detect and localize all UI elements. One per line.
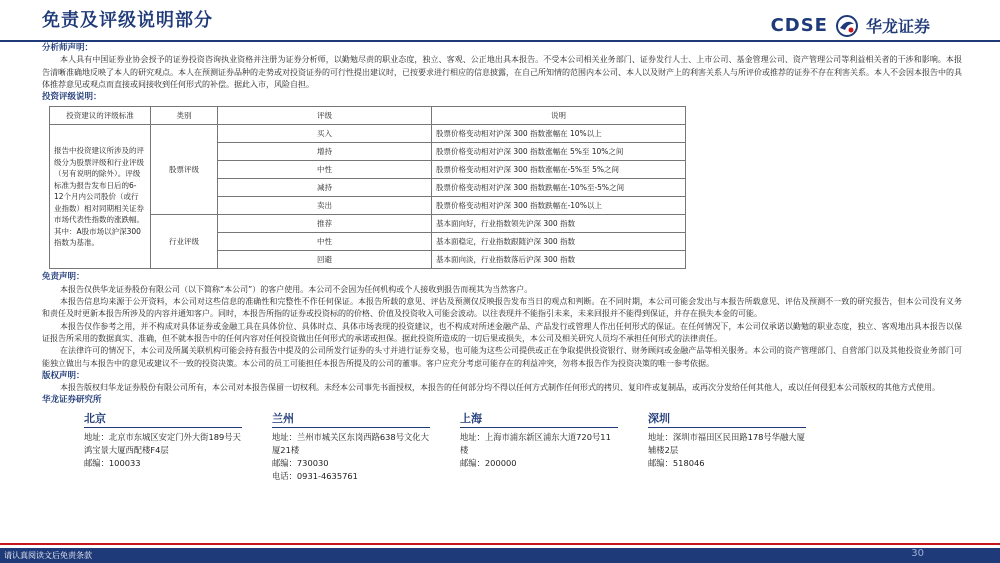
office-address: 地址：兰州市城关区东岗西路638号文化大厦21楼 [272, 432, 429, 456]
office-lanzhou [272, 413, 430, 483]
col-header-standard: 投资建议的评级标准 [50, 107, 151, 125]
office-address: 地址：深圳市福田区民田路178号华融大厦辅楼2层 [648, 432, 805, 456]
office-city: 深圳 [648, 413, 806, 428]
office-city: 北京 [84, 413, 242, 428]
industry-category-cell: 行业评级 [151, 215, 218, 269]
desc-cell: 基本面向淡，行业指数落后沪深 300 指数 [432, 251, 686, 269]
grade-cell: 减持 [218, 179, 432, 197]
office-address: 地址：上海市浦东新区浦东大道720号11楼 [460, 432, 611, 456]
main-content [42, 42, 962, 483]
desc-cell: 股票价格变动相对沪深 300 指数涨幅在-5%至 5%之间 [432, 161, 686, 179]
footer-accent-line [0, 543, 1000, 545]
disclaimer-paragraph: 在法律许可的情况下，本公司及所属关联机构可能会持有报告中提及的公司所发行证券的头寸并进行证券交易，也可能为这些公司提供或正在争取提供投资银行、财务顾问或金融产品等相关服务。本公司的资产管理部门、自营部门以及其他投资业务部门可能独立做出与本报告中的意见或建议不一致的投资决策。本公司的员工可能担任本报告所提及的公司的董事。客户应充分考虑可能存在的利益冲突，勿将本报告作为投资决策的唯一参考依据。 [42, 346, 962, 368]
office-city: 兰州 [272, 413, 430, 428]
grade-cell: 卖出 [218, 197, 432, 215]
disclaimer-paragraph: 本报告仅作参考之用，并不构成对具体证券或金融工具在具体价位、具体时点、具体市场表现的投资建议，也不构成对所述金融产品、产品发行或管理人作出任何形式的保证。在任何情况下，本公司仅承诺以勤勉的职业态度，独立、客观地出具本报告以保证报告所采用的数据真实、准确，但不就本报告中的任何内容对任何投资做出任何形式的承诺或担保。据此投资所造成的一切后果或损失，本公司及相关研究人员均不承担任何形式的法律责任。 [42, 321, 962, 343]
disclaimer-paragraph: 本报告仅供华龙证券股份有限公司（以下简称“本公司”）的客户使用。本公司不会因为任何机构或个人接收到报告而视其为当然客户。 [60, 284, 533, 294]
offices-list [84, 413, 962, 483]
rating-standard-cell: 报告中投资建议所涉及的评级分为股票评级和行业评级（另有说明的除外）。评级标准为报告发布日后的6-12个月内公司股价（或行业指数）相对同期相关证券市场代表性指数的涨跌幅。其中：A股市场以沪深300指数为基准。 [50, 125, 151, 269]
grade-cell: 回避 [218, 251, 432, 269]
page-number: 30 [911, 548, 924, 559]
copyright-statement: 本报告版权归华龙证券股份有限公司所有，本公司对本报告保留一切权利。未经本公司事先书面授权，本报告的任何部分均不得以任何方式制作任何形式的拷贝、复印件或复制品，或再次分发给任何其他人，或以任何侵犯本公司版权的其他方式使用。 [60, 383, 940, 393]
office-shanghai [460, 413, 618, 483]
stock-category-cell: 股票评级 [151, 125, 218, 215]
footer-bar [0, 548, 1000, 563]
logo-text: CDSE [770, 15, 828, 36]
office-postcode: 邮编：518046 [648, 458, 705, 469]
logo-chinese-name: 华龙证券 [865, 17, 930, 36]
table-header-row [50, 107, 686, 125]
office-city: 上海 [460, 413, 618, 428]
desc-cell: 股票价格变动相对沪深 300 指数跌幅在-10%以上 [432, 197, 686, 215]
office-beijing [84, 413, 242, 483]
office-shenzhen [648, 413, 806, 483]
institute-heading: 华龙证券研究所 [42, 395, 102, 406]
table-row [50, 125, 686, 143]
office-address: 地址：北京市东城区安定门外大街189号天鸿宝景大厦西配楼F4层 [84, 432, 241, 456]
footer-disclaimer-note: 请认真阅读文后免责条款 [4, 551, 92, 560]
office-postcode: 邮编：100033 [84, 458, 141, 469]
grade-cell: 买入 [218, 125, 432, 143]
company-logo [771, 14, 930, 37]
col-header-category: 类别 [151, 107, 218, 125]
desc-cell: 基本面向好，行业指数领先沪深 300 指数 [432, 215, 686, 233]
desc-cell: 股票价格变动相对沪深 300 指数涨幅在 5%至 10%之间 [432, 143, 686, 161]
rating-heading: 投资评级说明： [42, 92, 102, 103]
disclaimer-heading: 免责声明： [42, 272, 85, 283]
analyst-heading: 分析师声明： [42, 43, 94, 53]
col-header-desc: 说明 [432, 107, 686, 125]
desc-cell: 基本面稳定，行业指数跟随沪深 300 指数 [432, 233, 686, 251]
page-title: 免责及评级说明部分 [42, 10, 213, 31]
rating-table [49, 106, 686, 269]
grade-cell: 推荐 [218, 215, 432, 233]
analyst-statement: 本人具有中国证券业协会授予的证券投资咨询执业资格并注册为证券分析师，以勤勉尽责的职业态度，独立、客观、公正地出具本报告。不受本公司相关业务部门、证券发行人士、上市公司、基金管理公司、资产管理公司等利益相关者的干涉和影响。本报告清晰准确地反映了本人的研究观点。本人在预测证券品种的走势或对投资证券的可行性提出建议时，已按要求进行相应的信息披露，在自己所知情的范围内本公司、本人以及财产上的利害关系人与所评价或推荐的证券不存在利害关系。本人不会因本报告中的具体推荐意见或观点而直接或间接收到任何形式的补偿。据此入市，风险自担。 [42, 55, 962, 89]
grade-cell: 中性 [218, 233, 432, 251]
office-postcode: 邮编：200000 [460, 458, 517, 469]
grade-cell: 增持 [218, 143, 432, 161]
office-postcode: 邮编：730030 [272, 458, 329, 469]
grade-cell: 中性 [218, 161, 432, 179]
copyright-heading: 版权声明： [42, 370, 85, 381]
col-header-grade: 评级 [218, 107, 432, 125]
disclaimer-paragraph: 本报告信息均来源于公开资料，本公司对这些信息的准确性和完整性不作任何保证。本报告所载的意见、评估及预测仅反映报告发布当日的观点和判断。在不同时期，本公司可能会发出与本报告所载意见、评估及预测不一致的研究报告，但本公司没有义务和责任及时更新本报告所涉及的内容并通知客户。同时，本报告所指的证券或投资标的的价格、价值及投资收入可能会波动。以往表现并不能指引未来，未来回报并不能得到保证，并存在损失本金的可能。 [42, 297, 962, 319]
office-phone: 电话：0931-4635761 [272, 471, 358, 482]
dragon-logo-icon [836, 15, 858, 37]
desc-cell: 股票价格变动相对沪深 300 指数涨幅在 10%以上 [432, 125, 686, 143]
desc-cell: 股票价格变动相对沪深 300 指数跌幅在-10%至-5%之间 [432, 179, 686, 197]
